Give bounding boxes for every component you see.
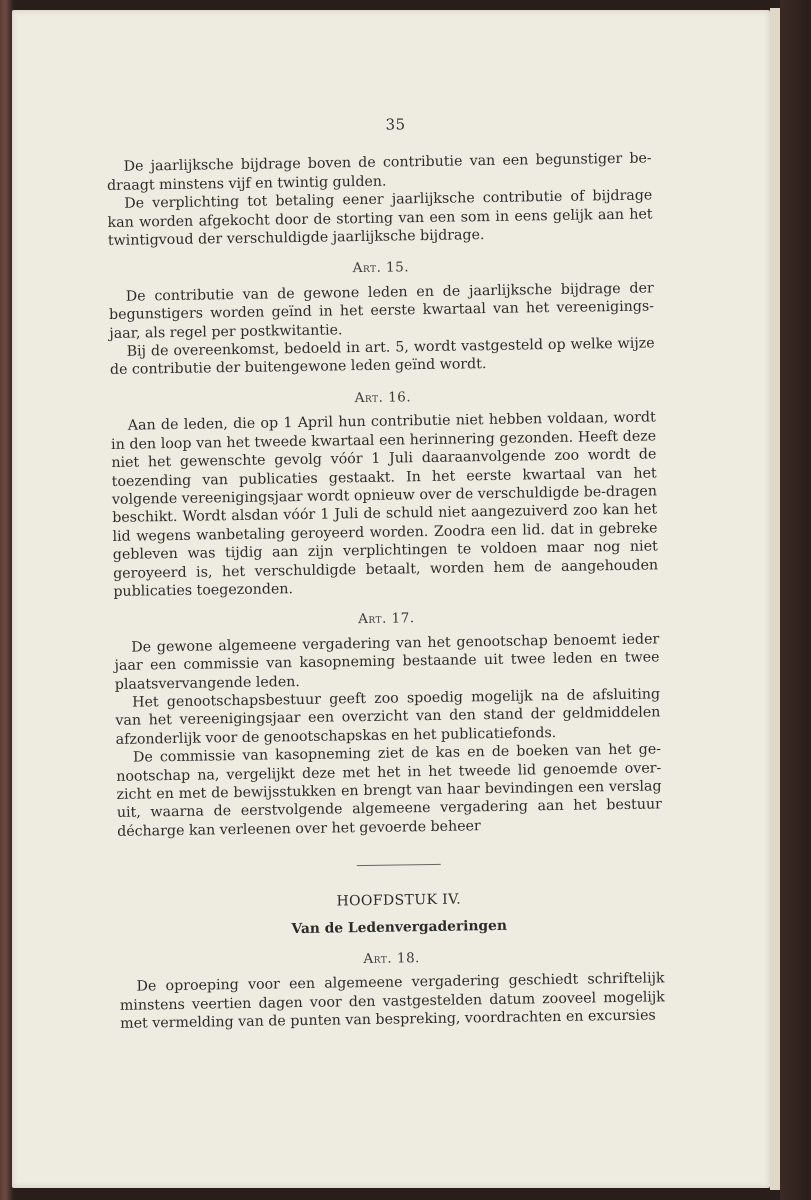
paragraph: Bij de overeenkomst, bedoeld in art. 5, wordt vastgesteld op welke wijze de contributie der buitengewone leden geïnd wordt. (109, 335, 655, 379)
page-content (106, 111, 665, 1033)
paragraph: De gewone algemeene vergadering van het genootschap benoemt ieder jaar een commissie van kasopneming bestaande uit twee leden en twee plaatsvervangende leden. (114, 631, 660, 693)
paragraph: Aan de leden, die op 1 April hun contributie niet hebben voldaan, wordt in den loop van het tweede kwartaal een herinnering gezonden. Heeft deze niet het gewenschte gevolg vóór 1 Juli daaraanvolgende zoo wordt de toezending van publicaties gestaakt. In het eerste kwartaal van het volgende vereenigingsjaar wordt opnieuw over de verschuldigde be-dragen beschikt. Wordt alsdan vóór 1 Juli de schuld niet aangezuiverd zoo kan het lid wegens wanbetaling geroyeerd worden. Zoodra een lid. dat in gebreke gebleven was tijdig aan zijn verplichtingen te voldoen maar nog niet geroyeerd is, het verschuldigde betaalt, worden hem de aangehouden publicaties toegezonden. (110, 409, 659, 600)
article-heading-18: Art. 18. (363, 950, 421, 968)
paragraph: De jaarlijksche bijdrage boven de contributie van een begunstiger be-draagt minstens vijf en twintig gulden. (106, 150, 652, 194)
paragraph: Het genootschapsbestuur geeft zoo spoedig mogelijk na de afsluiting van het vereenigingsjaar een overzicht van den stand der geldmiddelen afzonderlijk voor de genootschapskas en het publicatiefonds. (115, 686, 661, 748)
paragraph: De verplichting tot betaling eener jaarlijksche contributie of bijdrage kan worden afgekocht door de storting van een som in eens gelijk aan het twintigvoud der verschuldigde jaarlijksche bijdrage. (107, 187, 653, 250)
scan-margin-right (780, 0, 811, 1200)
paragraph: De commissie van kasopneming ziet de kas en de boeken van het ge-nootschap na, vergelijkt deze met het in het tweede lid genoemde over-zicht en met de bewijsstukken en brengt van haar bevindingen een verslag uit, waarna de eerstvolgende algemeene vergadering aan het bestuur décharge kan verleenen over het gevoerde beheer (116, 741, 662, 840)
article-heading-16: Art. 16. (354, 389, 412, 407)
article-heading-17: Art. 17. (358, 610, 415, 628)
chapter-title: HOOFDSTUK IV. (336, 891, 462, 910)
page-edges-right (770, 8, 780, 1190)
book-binding-left (0, 0, 12, 1200)
section-divider (356, 864, 440, 866)
paragraph: De contributie van de gewone leden en de jaarlijksche bijdrage der begunstigers worden geïnd in het eerste kwartaal van het vereenigings-jaar, als regel per postkwitantie. (108, 280, 655, 342)
page-number: 35 (385, 115, 406, 134)
paragraph: De oproeping voor een algemeene vergadering geschiedt schriftelijk minstens veertien dagen voor den vastgestelden datum zooveel mogelijk met vermelding van de punten van bespreking, voordrachten en excursies (119, 970, 665, 1033)
chapter-subtitle: Van de Ledenvergaderingen (291, 917, 508, 937)
article-heading-15: Art. 15. (352, 259, 410, 277)
